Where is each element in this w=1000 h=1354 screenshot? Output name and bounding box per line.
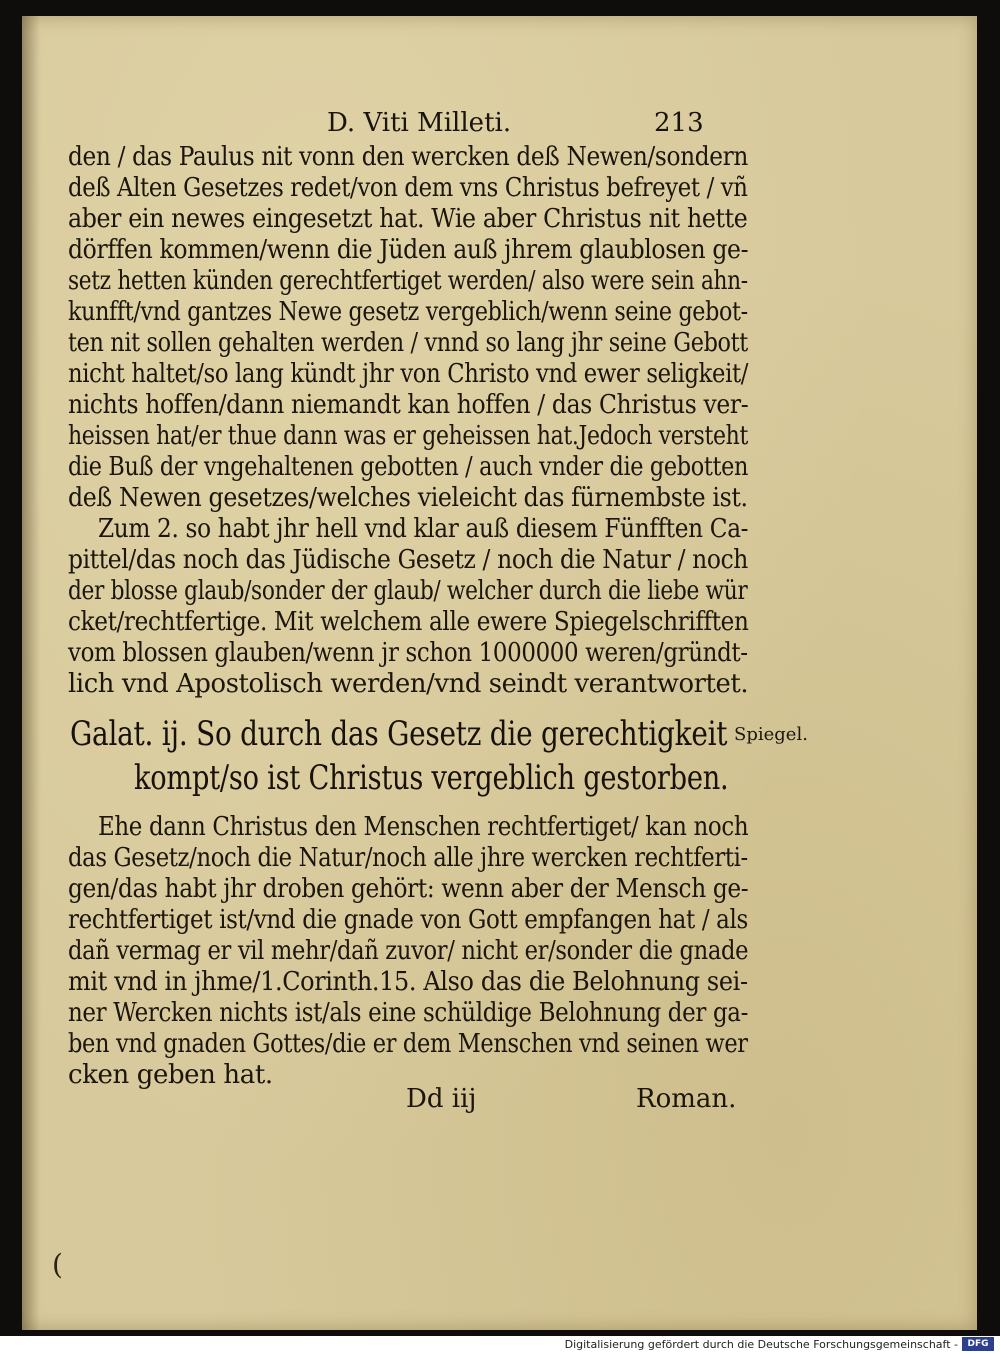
text-line: Ehe dann Christus den Menschen rechtfertiget/ kan noch — [98, 812, 749, 842]
book-page — [22, 16, 977, 1330]
text-line: den / das Paulus nit vonn den wercken deß Newen/sondern — [68, 142, 749, 172]
text-line: heissen hat/er thue dann was er geheissen hat.Jedoch versteht — [68, 421, 748, 451]
text-line: lich vnd Apostolisch werden/vnd seindt verantwortet. — [68, 669, 749, 699]
text-line: dañ vermag er vil mehr/dañ zuvor/ nicht er/sonder die gnade — [68, 936, 749, 966]
margin-bracket-mark: ( — [52, 1248, 63, 1281]
text-line: kunfft/vnd gantzes Newe gesetz vergeblich/wenn seine gebot- — [68, 297, 748, 327]
text-line: aber ein newes eingesetzt hat. Wie aber Christus nit hette — [68, 204, 748, 234]
text-line: vom blossen glauben/wenn jr schon 1000000 weren/gründt- — [68, 638, 748, 668]
text-line: Zum 2. so habt jhr hell vnd klar auß diesem Fünfften Ca- — [98, 514, 749, 544]
running-title: D. Viti Milleti. — [327, 108, 512, 138]
text-line: ten nit sollen gehalten werden / vnnd so lang jhr seine Gebott — [68, 328, 748, 358]
margin-note: Spiegel. — [734, 724, 808, 745]
text-line: mit vnd in jhme/1.Corinth.15. Also das die Belohnung sei- — [68, 967, 748, 997]
footer-bar — [0, 1336, 1000, 1354]
text-line: das Gesetz/noch die Natur/noch alle jhre wercken rechtferti- — [68, 843, 748, 873]
dfg-logo: DFG — [962, 1337, 994, 1351]
text-line: cken geben hat. — [68, 1060, 273, 1090]
text-line: nicht haltet/so lang kündt jhr von Christo vnd ewer seligkeit/ — [68, 359, 749, 389]
signature-mark: Dd iij — [406, 1084, 477, 1114]
text-line: ner Wercken nichts ist/als eine schüldige Belohnung der ga- — [68, 998, 749, 1028]
text-line: gen/das habt jhr droben gehört: wenn aber der Mensch ge- — [68, 874, 749, 904]
gutter-shadow — [22, 16, 40, 1330]
text-line: pittel/das noch das Jüdische Gesetz / noch die Natur / noch — [68, 545, 748, 575]
scripture-heading-line: kompt/so ist Christus vergeblich gestorben. — [134, 758, 729, 798]
scripture-heading-line: Galat. ij. So durch das Gesetz die gerechtigkeit — [70, 714, 728, 754]
page-number: 213 — [654, 108, 704, 138]
catchword: Roman. — [636, 1084, 737, 1114]
text-line: nichts hoffen/dann niemandt kan hoffen / das Christus ver- — [68, 390, 749, 420]
text-line: rechtfertiget ist/vnd die gnade von Gott empfangen hat / als — [68, 905, 748, 935]
funding-credit: Digitalisierung gefördert durch die Deutsche Forschungsgemeinschaft - — [564, 1338, 958, 1351]
text-line: die Buß der vngehaltenen gebotten / auch vnder die gebotten — [68, 452, 749, 482]
text-line: der blosse glaub/sonder der glaub/ welcher durch die liebe wür — [68, 576, 748, 606]
text-line: deß Alten Gesetzes redet/von dem vns Christus befreyet / vñ — [68, 173, 748, 203]
text-line: deß Newen gesetzes/welches vieleicht das fürnembste ist. — [68, 483, 748, 513]
text-line: dörffen kommen/wenn die Jüden auß jhrem glaublosen ge- — [68, 235, 749, 265]
text-line: ben vnd gnaden Gottes/die er dem Menschen vnd seinen wer — [68, 1029, 748, 1059]
text-line: setz hetten künden gerechtfertiget werden/ also were sein ahn- — [68, 266, 748, 296]
text-line: cket/rechtfertige. Mit welchem alle ewere Spiegelschrifften — [68, 607, 749, 637]
